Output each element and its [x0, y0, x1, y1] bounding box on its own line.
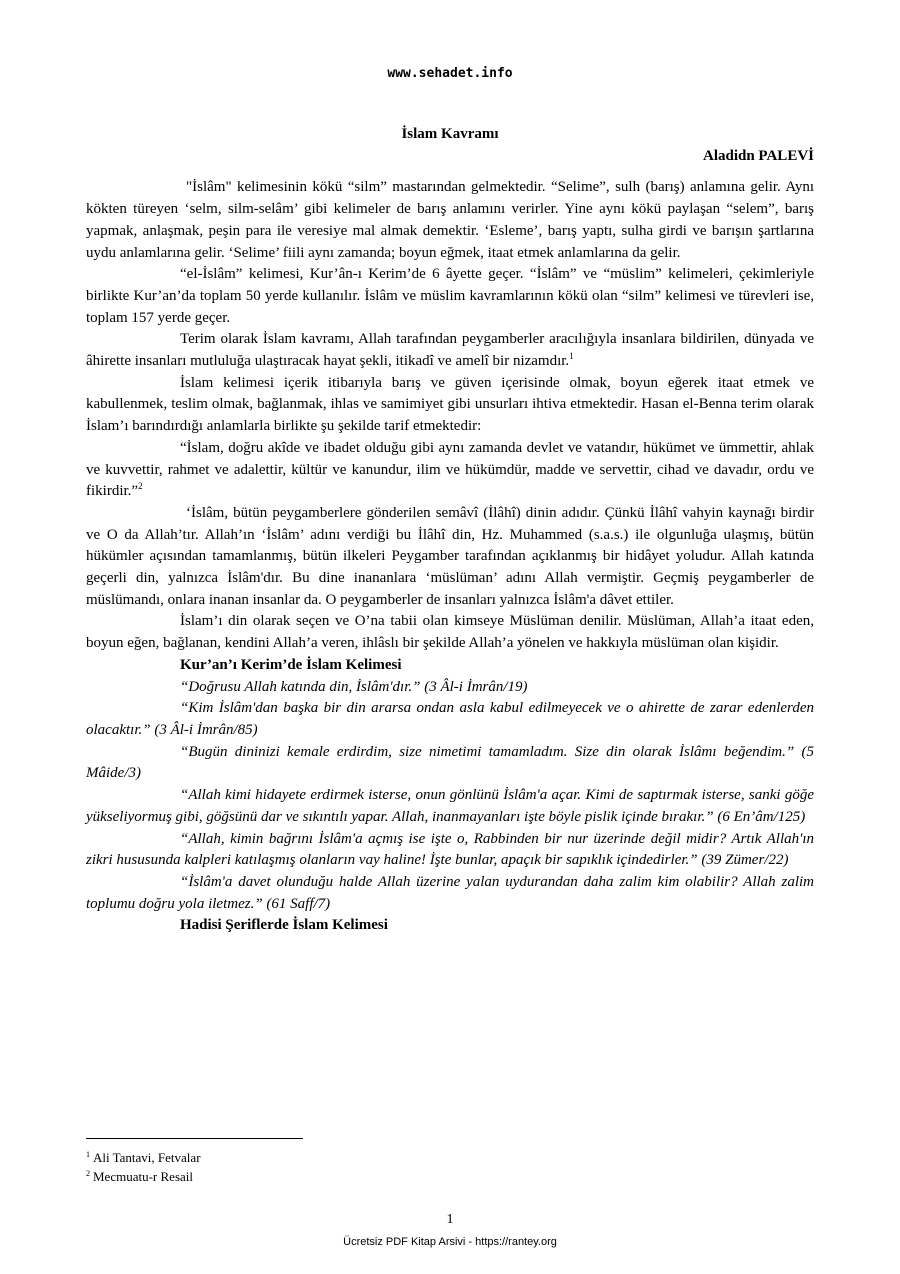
verse-quote: “Doğrusu Allah katında din, İslâm'dır.” (3 Âl-i İmrân/19) [180, 678, 528, 695]
verse-quote: “İslâm'a davet olunduğu halde Allah üzerine yalan uydurandan daha zalim kim olabilir? Allah zalim toplumu doğru yola iletmez.” (61 Saff/7) [86, 873, 814, 912]
verse-quote: “Allah kimi hidayete erdirmek isterse, onun gönlünü İslâm'a açar. Kimi de saptırmak isterse, sanki göğe yükseliyormuş gibi, göğsünü dar ve sıkıntılı yapar. Allah, inanmayanları işte böyle pislik içinde bırakır.” (6 En’âm/125) [86, 787, 814, 825]
paragraph: “el-İslâm” kelimesi, Kur’ân-ı Kerim’de 6 âyette geçer. “İslâm” ve “müslim” kelimeleri, çekimleriyle birlikte Kur’an’da toplam 50 yerde kullanılır. İslâm ve müslim kavramlarının kökü olan “silm” kelimesi ve türevleri ise, toplam 157 yerde geçer. [86, 266, 814, 326]
footnote-number: 2 [86, 1169, 90, 1178]
verse-quote: “Allah, kimin bağrını İslâm'a açmış ise işte o, Rabbinden bir nur üzerinde değil midir? Artık Allah'ın zikri hususunda kalpleri katılaşmış olanların vay haline! İşte bunlar, apaçık bir sapıklık içindedirler.” (39 Zümer/22) [86, 830, 814, 869]
footnotes [86, 1148, 586, 1186]
article-title: İslam Kavramı [401, 126, 499, 142]
footnote-marker: 1 [569, 351, 574, 362]
site-header: www.sehadet.info [387, 66, 513, 81]
footnote-number: 1 [86, 1150, 90, 1159]
paragraph-with-footnote [86, 438, 814, 503]
verse-quote: “Bugün dininizi kemale erdirdim, size nimetimi tamamladım. Size din olarak İslâmı beğendim.” (5 Mâide/3) [86, 743, 814, 782]
footnote-divider [86, 1138, 303, 1139]
verse-quote: “Kim İslâm'dan başka bir din ararsa ondan asla kabul edilmeyecek ve o ahirette de zarar edenlerden olacaktır.” (3 Âl-i İmrân/85) [86, 700, 814, 738]
paragraph: ‘İslâm, bütün peygamberlere gönderilen semâvî (İlâhî) dinin adıdır. Çünkü İlâhî vahyin kaynağı birdir ve O da Allah’tır. Allah’ın ‘İslâm’ adını verdiği bu İlâhî din, Hz. Muhammed (s.a.s.) ile olgunluğa ulaşmış, bütün hükümler açısından tamamlanmış, bütün ilkeleri Peygamber tarafından açıklanmış bir hidâyet yoludur. Allah katında geçerli din, yalnızca İslâm'dır. Bu dine inananlara ‘müslüman’ adını Allah vermiştir. Geçmiş peygamberler de müslümandı, onlara inanan insanlar da. O peygamberler de insanları yalnızca İslâm'a dâvet ettiler. [86, 504, 814, 608]
paragraph: "İslâm" kelimesinin kökü “silm” mastarından gelmektedir. “Selime”, sulh (barış) anlamına gelir. Aynı kökten türeyen ‘selm, silm-selâm’ gibi kelimeler de barış anlamını verirler. Yine aynı kökü paylaşan “selem”, barış yapmak, anlaşmak, peşin para ile veresiye mal almak demektir. ‘Esleme’, barış yaptı, sulha girdi ve barışın şartlarına uydu anlamlarına gelir. ‘Selime’ fiili aynı zamanda; boyun eğmek, itaat etmek anlamlarına da gelir. [86, 179, 814, 261]
section-heading-quran: Kur’an’ı Kerim’de İslam Kelimesi [180, 656, 402, 673]
paragraph-text: Terim olarak İslam kavramı, Allah tarafından peygamberler aracılığıyla insanlara bildirilen, dünyada ve âhirette insanları mutluluğa ulaştıracak hayat şekli, itikadî ve amelî bir nizamdır. [86, 331, 814, 370]
page-number: 1 [446, 1212, 454, 1227]
footnote [86, 1167, 586, 1186]
section-heading-hadis: Hadisi Şeriflerde İslam Kelimesi [180, 917, 388, 934]
paragraph: İslam’ı din olarak seçen ve O’na tabii olan kimseye Müslüman denilir. Müslüman, Allah’a itaat eden, boyun eğen, bağlanan, kendini Allah’a veren, ihlâslı bir şekilde Allah’a yönelen ve hakkıyla müslüman olan kişidir. [86, 613, 814, 652]
footer-credit: Ücretsiz PDF Kitap Arsivi - https://rantey.org [343, 1236, 557, 1248]
footnote-marker: 2 [138, 481, 143, 492]
paragraph-text: “İslam, doğru akîde ve ibadet olduğu gibi aynı zamanda devlet ve vatandır, hükümet ve ümmettir, ahlak ve kuvvettir, rahmet ve adalettir, kültür ve kanundur, ilim ve hükümdür, madde ve servettir, cihad ve davadır, ordu ve fikirdir.” [86, 439, 814, 500]
article-author: Aladidn PALEVİ [702, 147, 814, 164]
paragraph: İslam kelimesi içerik itibarıyla barış ve güven içerisinde olmak, boyun eğerek itaat etmek ve kabullenmek, teslim olmak, bağlanmak, ihlas ve samimiyet gibi unsurları ihtiva etmektedir. Hasan el-Benna terim olarak İslam’ı barındırdığı anlamlarla birlikte şu şekilde tarif etmektedir: [86, 374, 814, 435]
article-body [86, 124, 814, 937]
paragraph-with-footnote [86, 329, 814, 372]
footnote [86, 1148, 586, 1167]
footnote-text: Mecmuatu-r Resail [93, 1169, 193, 1184]
footnote-text: Ali Tantavi, Fetvalar [93, 1150, 201, 1165]
